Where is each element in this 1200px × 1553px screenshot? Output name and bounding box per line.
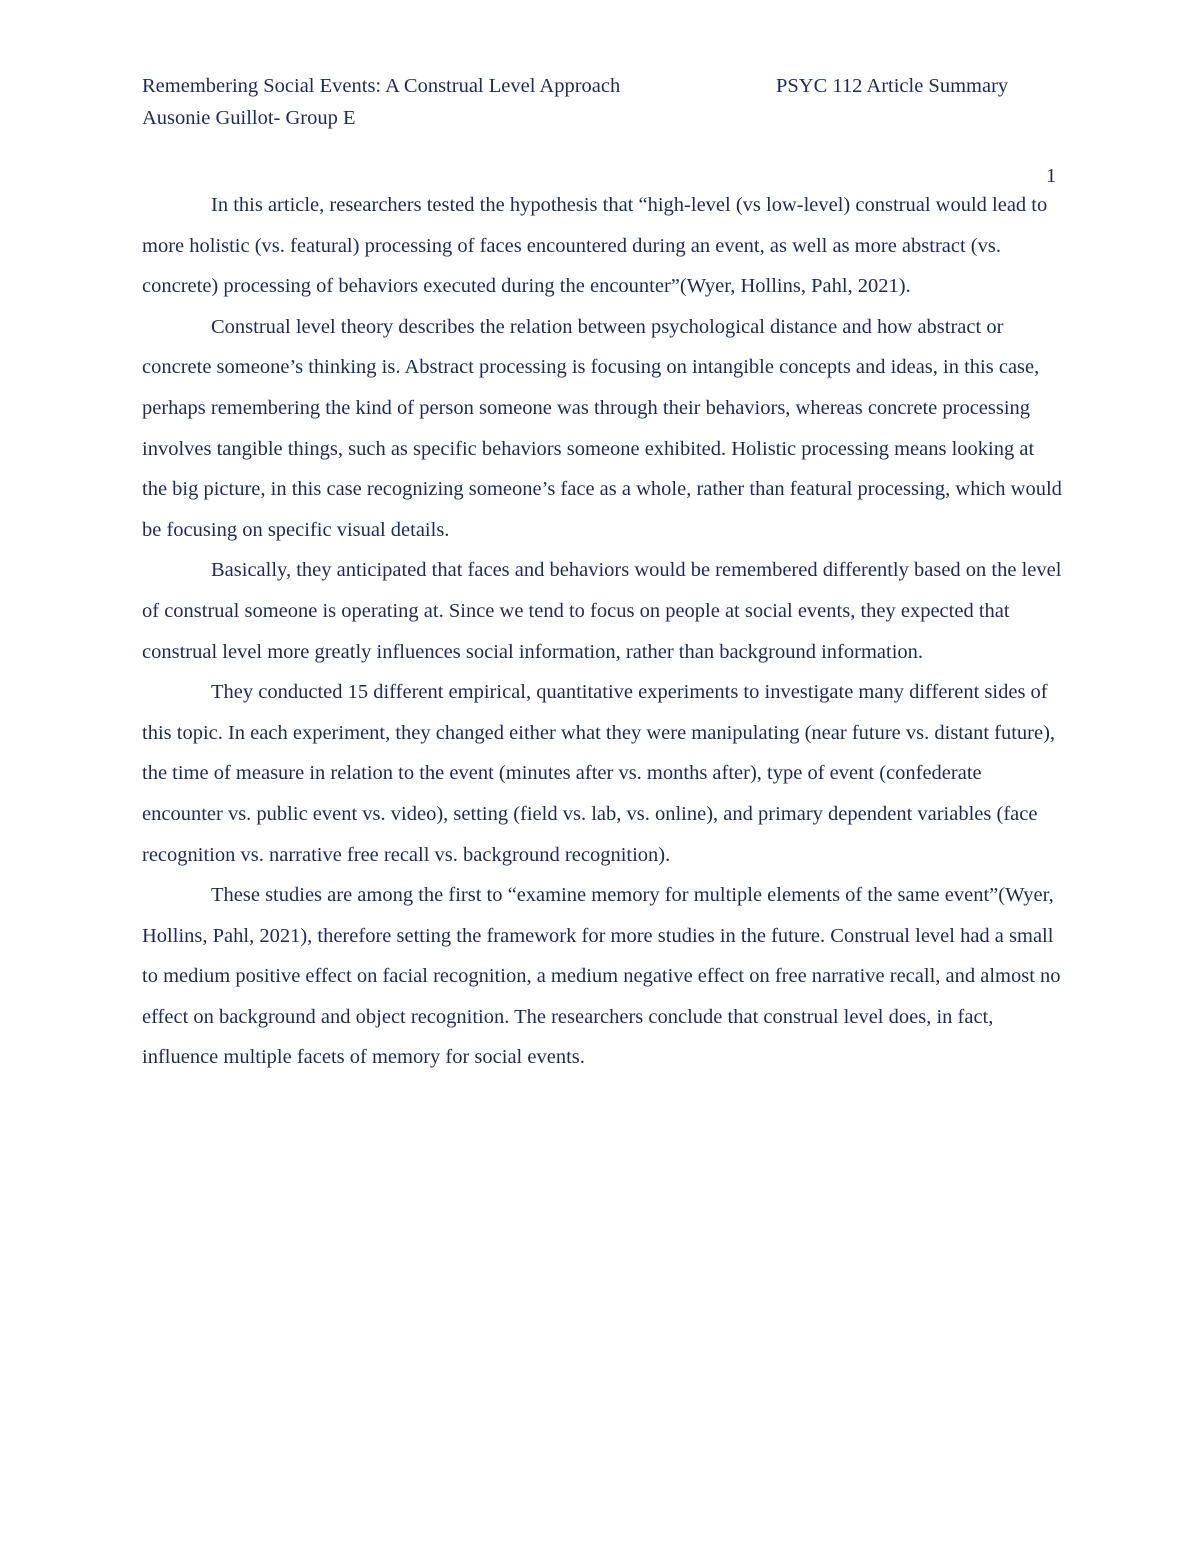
paragraph: They conducted 15 different empirical, quantitative experiments to investigate many different sides of this topic. In each experiment, they changed either what they were manipulating (near future vs. distant future), the time of measure in relation to the event (minutes after vs. months after), type of event (confederate encounter vs. public event vs. video), setting (field vs. lab, vs. online), and primary dependent variables (face recognition vs. narrative free recall vs. background recognition). <box>142 681 1056 866</box>
document-body <box>142 185 1062 1078</box>
header-article-title: Remembering Social Events: A Construal Level Approach <box>142 75 621 97</box>
page-number: 1 <box>1046 165 1057 187</box>
header-author: Ausonie Guillot- Group E <box>142 107 356 129</box>
paragraph: Construal level theory describes the relation between psychological distance and how abstract or concrete someone’s thinking is. Abstract processing is focusing on intangible concepts and ideas, in this case, perhaps remembering the kind of person someone was through their behaviors, whereas concrete processing involves tangible things, such as specific behaviors someone exhibited. Holistic processing means looking at the big picture, in this case recognizing someone’s face as a whole, rather than featural processing, which would be focusing on specific visual details. <box>142 315 1062 541</box>
paragraph: These studies are among the first to “examine memory for multiple elements of the same event”(Wyer, Hollins, Pahl, 2021), therefore setting the framework for more studies in the future. Construal level had a small to medium positive effect on facial recognition, a medium negative effect on free narrative recall, and almost no effect on background and object recognition. The researchers conclude that construal level does, in fact, influence multiple facets of memory for social events. <box>142 884 1061 1069</box>
paragraph: Basically, they anticipated that faces and behaviors would be remembered differently based on the level of construal someone is operating at. Since we tend to focus on people at social events, they expected that construal level more greatly influences social information, rather than background information. <box>142 559 1062 663</box>
header-course-label: PSYC 112 Article Summary <box>776 75 1009 97</box>
paragraph: In this article, researchers tested the hypothesis that “high-level (vs low-level) construal would lead to more holistic (vs. featural) processing of faces encountered during an event, as well as more abstract (vs. concrete) processing of behaviors executed during the encounter”(Wyer, Hollins, Pahl, 2021). <box>142 194 1048 298</box>
